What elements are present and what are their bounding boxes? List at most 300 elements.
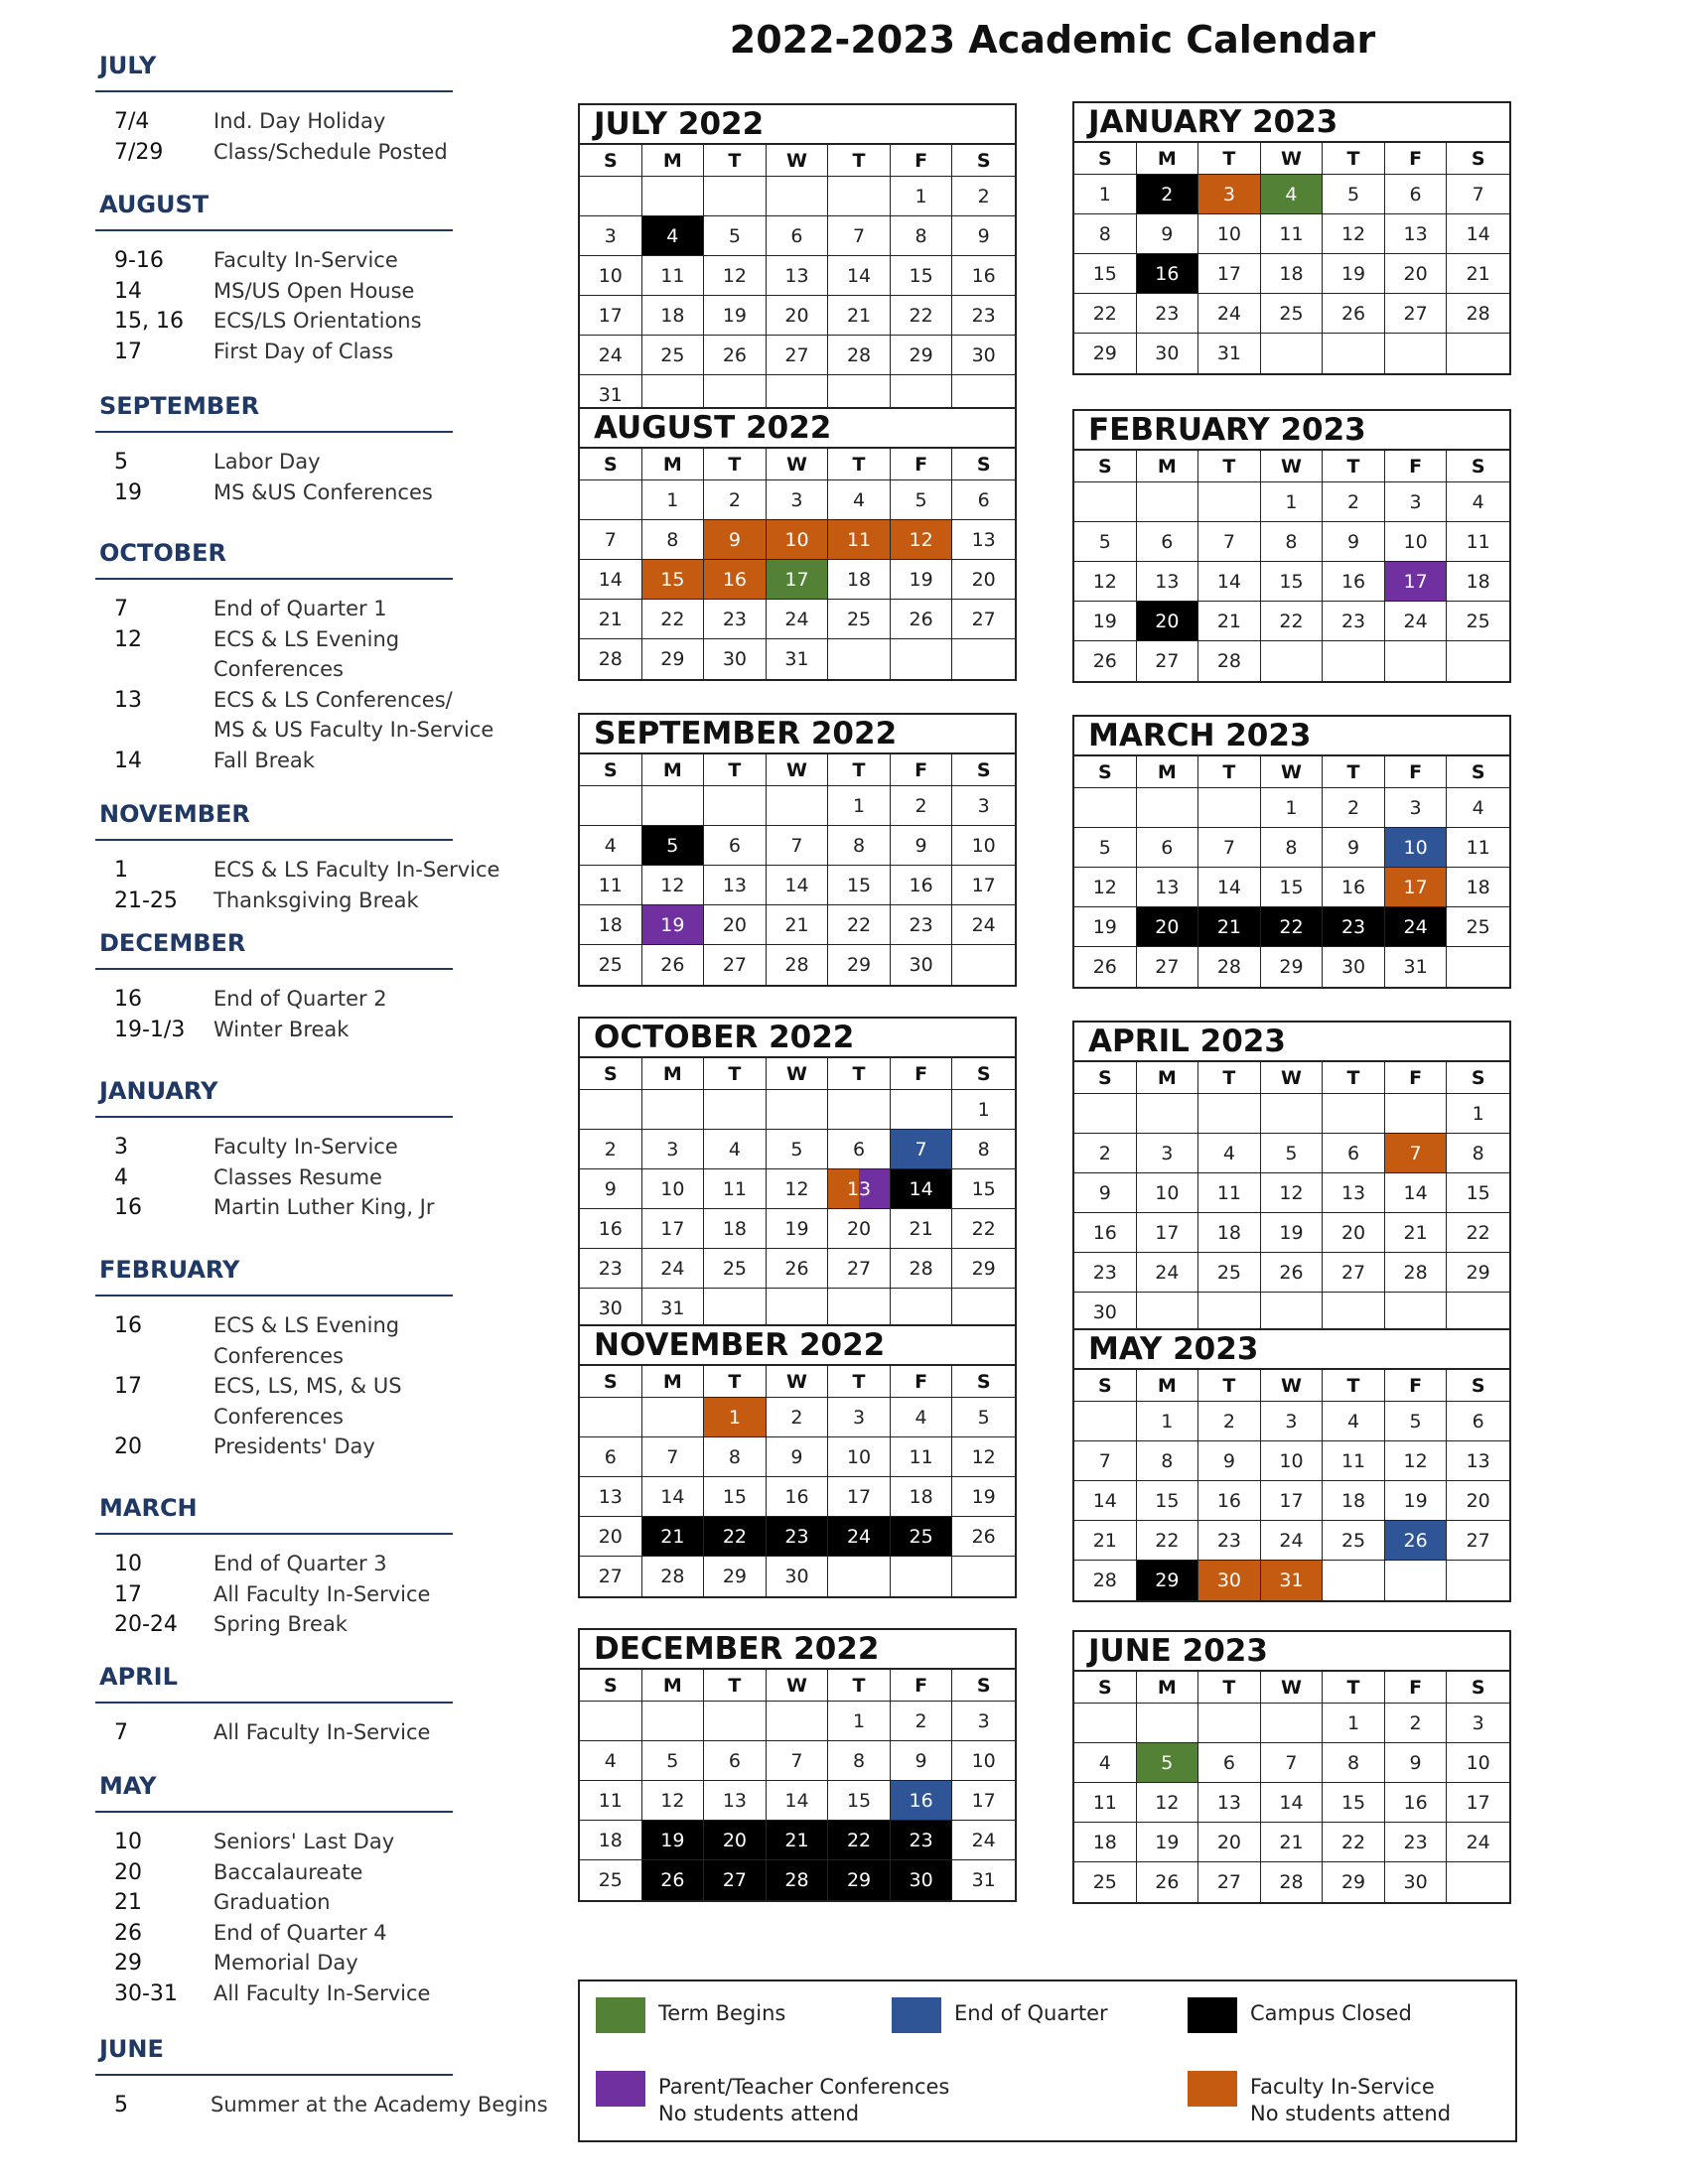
empty-cell — [580, 1090, 642, 1130]
day-cell: 5 — [1137, 1743, 1199, 1783]
event-description: Fall Break — [213, 748, 315, 772]
day-cell: 30 — [704, 639, 767, 679]
weekday-header: S — [952, 1058, 1015, 1090]
event-date: 4 — [114, 1164, 128, 1190]
weekday-header: F — [1385, 1062, 1448, 1094]
day-cell: 16 — [1074, 1213, 1137, 1253]
day-cell: 8 — [1447, 1134, 1509, 1173]
month-december-2022 — [578, 1628, 1017, 1902]
event-description: Presidents' Day — [213, 1434, 375, 1458]
day-cell: 26 — [1137, 1862, 1199, 1902]
weekday-header: T — [1323, 143, 1385, 175]
day-cell: 28 — [1198, 947, 1261, 987]
day-cell: 16 — [891, 1781, 953, 1821]
event-date: 19 — [114, 479, 142, 505]
month-grid — [1074, 1670, 1509, 1902]
day-cell: 24 — [1261, 1521, 1324, 1561]
day-cell: 7 — [828, 216, 891, 256]
day-cell: 8 — [952, 1130, 1015, 1169]
month-title: APRIL 2023 — [1088, 1024, 1286, 1059]
day-cell: 21 — [1447, 254, 1509, 294]
day-cell: 3 — [1447, 1704, 1509, 1743]
weekday-header: W — [767, 1670, 829, 1702]
day-cell: 27 — [1198, 1862, 1261, 1902]
empty-cell — [1261, 1293, 1324, 1332]
section-heading-september: SEPTEMBER — [99, 392, 260, 420]
day-cell: 5 — [1074, 522, 1137, 562]
day-cell: 20 — [704, 1821, 767, 1860]
event-date: 19-1/3 — [114, 1017, 186, 1042]
empty-cell — [1447, 334, 1509, 373]
event-description: Classes Resume — [213, 1164, 382, 1189]
weekday-header: W — [767, 449, 829, 480]
day-cell: 10 — [1261, 1441, 1324, 1481]
day-cell: 11 — [1447, 522, 1509, 562]
day-cell: 3 — [1385, 788, 1448, 828]
day-cell: 21 — [1198, 907, 1261, 947]
event-date: 7/4 — [114, 109, 150, 134]
day-cell: 1 — [642, 480, 705, 520]
day-cell: 7 — [1074, 1441, 1137, 1481]
month-grid — [580, 143, 1015, 415]
month-title: MARCH 2023 — [1088, 718, 1312, 753]
day-cell: 26 — [891, 600, 953, 639]
day-cell: 31 — [767, 639, 829, 679]
day-cell: 8 — [1261, 522, 1324, 562]
day-cell: 28 — [828, 336, 891, 375]
day-cell: 31 — [1385, 947, 1448, 987]
day-cell: 11 — [1323, 1441, 1385, 1481]
day-cell: 11 — [704, 1169, 767, 1209]
day-cell: 13 — [828, 1169, 891, 1209]
day-cell: 12 — [1074, 562, 1137, 602]
event-date: 20 — [114, 1859, 142, 1885]
day-cell: 17 — [580, 296, 642, 336]
day-cell: 25 — [1447, 907, 1509, 947]
weekday-header: M — [1137, 756, 1199, 788]
day-cell: 19 — [952, 1477, 1015, 1517]
legend — [578, 1979, 1517, 2142]
events-sidebar — [0, 0, 556, 2184]
day-cell: 26 — [642, 945, 705, 985]
empty-cell — [1261, 641, 1324, 681]
day-cell: 3 — [580, 216, 642, 256]
month-title: NOVEMBER 2022 — [594, 1327, 886, 1363]
day-cell: 14 — [828, 256, 891, 296]
day-cell: 4 — [580, 1741, 642, 1781]
day-cell: 27 — [1137, 641, 1199, 681]
day-cell: 14 — [580, 560, 642, 600]
day-cell: 26 — [1074, 947, 1137, 987]
day-cell: 11 — [1074, 1783, 1137, 1823]
day-cell: 18 — [1074, 1823, 1137, 1862]
legend-label: Campus Closed — [1250, 2001, 1412, 2025]
section-heading-march: MARCH — [99, 1494, 198, 1522]
day-cell: 11 — [1198, 1173, 1261, 1213]
day-cell: 18 — [1447, 562, 1509, 602]
legend-swatch-eoq — [892, 1997, 941, 2033]
day-cell: 23 — [767, 1517, 829, 1557]
day-cell: 22 — [1323, 1823, 1385, 1862]
weekday-header: M — [642, 449, 705, 480]
month-title: JANUARY 2023 — [1088, 104, 1338, 140]
weekday-header: F — [1385, 756, 1448, 788]
event-date: 29 — [114, 1951, 142, 1976]
weekday-header: M — [642, 145, 705, 177]
section-heading-august: AUGUST — [99, 191, 210, 218]
weekday-header: F — [1385, 451, 1448, 482]
day-cell: 2 — [891, 1702, 953, 1741]
day-cell: 21 — [1261, 1823, 1324, 1862]
event-date: 7 — [114, 597, 128, 621]
day-cell: 3 — [1261, 1402, 1324, 1441]
empty-cell — [1447, 641, 1509, 681]
empty-cell — [642, 1702, 705, 1741]
day-cell: 13 — [704, 866, 767, 905]
day-cell: 24 — [767, 600, 829, 639]
day-cell: 18 — [1447, 868, 1509, 907]
event-date: 3 — [114, 1135, 128, 1160]
day-cell: 29 — [828, 945, 891, 985]
weekday-header: M — [642, 1670, 705, 1702]
event-date: 17 — [114, 1581, 142, 1607]
month-grid — [1074, 1060, 1509, 1332]
day-cell: 28 — [580, 639, 642, 679]
event-date: 17 — [114, 1374, 142, 1399]
day-cell: 1 — [704, 1398, 767, 1437]
section-rule — [95, 1116, 453, 1118]
day-cell: 20 — [704, 905, 767, 945]
event-date: 16 — [114, 987, 142, 1012]
empty-cell — [952, 1557, 1015, 1596]
day-cell: 19 — [1137, 1823, 1199, 1862]
day-cell: 15 — [1074, 254, 1137, 294]
day-cell: 13 — [952, 520, 1015, 560]
day-cell: 22 — [1261, 907, 1324, 947]
day-cell: 11 — [1447, 828, 1509, 868]
event-description: Labor Day — [213, 450, 321, 474]
day-cell: 5 — [1261, 1134, 1324, 1173]
event-description: Memorial Day — [213, 1951, 358, 1975]
legend-label: No students attend — [658, 2102, 860, 2125]
day-cell: 27 — [1447, 1521, 1509, 1561]
day-cell: 27 — [952, 600, 1015, 639]
event-description: Conferences — [213, 1343, 344, 1368]
day-cell: 1 — [1261, 788, 1324, 828]
day-cell: 6 — [580, 1437, 642, 1477]
day-cell: 26 — [952, 1517, 1015, 1557]
day-cell: 22 — [1074, 294, 1137, 334]
day-cell: 13 — [1323, 1173, 1385, 1213]
day-cell: 10 — [580, 256, 642, 296]
day-cell: 19 — [642, 1821, 705, 1860]
day-cell: 14 — [767, 866, 829, 905]
day-cell: 10 — [1137, 1173, 1199, 1213]
event-date: 14 — [114, 278, 142, 304]
month-april-2023 — [1072, 1021, 1511, 1334]
day-cell: 4 — [891, 1398, 953, 1437]
event-date: 5 — [114, 450, 128, 475]
weekday-header: T — [828, 145, 891, 177]
day-cell: 8 — [1074, 214, 1137, 254]
weekday-header: T — [704, 145, 767, 177]
day-cell: 19 — [704, 296, 767, 336]
day-cell: 23 — [1137, 294, 1199, 334]
empty-cell — [1261, 334, 1324, 373]
day-cell: 23 — [952, 296, 1015, 336]
day-cell: 17 — [767, 560, 829, 600]
day-cell: 29 — [891, 336, 953, 375]
empty-cell — [580, 1702, 642, 1741]
empty-cell — [767, 1289, 829, 1328]
day-cell: 2 — [1137, 175, 1199, 214]
day-cell: 25 — [580, 1860, 642, 1900]
day-cell: 10 — [952, 826, 1015, 866]
day-cell: 30 — [1198, 1561, 1261, 1600]
day-cell: 29 — [1323, 1862, 1385, 1902]
weekday-header: S — [580, 145, 642, 177]
event-description: MS/US Open House — [213, 278, 415, 303]
weekday-header: T — [1198, 1672, 1261, 1704]
day-cell: 7 — [767, 826, 829, 866]
day-cell: 9 — [1074, 1173, 1137, 1213]
day-cell: 26 — [704, 336, 767, 375]
event-date: 16 — [114, 1313, 142, 1338]
day-cell: 21 — [767, 905, 829, 945]
day-cell: 9 — [1198, 1441, 1261, 1481]
weekday-header: F — [891, 145, 953, 177]
day-cell: 16 — [1198, 1481, 1261, 1521]
day-cell: 19 — [1261, 1213, 1324, 1253]
day-cell: 20 — [1198, 1823, 1261, 1862]
event-description: ECS & LS Evening — [213, 626, 400, 651]
day-cell: 27 — [1137, 947, 1199, 987]
day-cell: 1 — [891, 177, 953, 216]
day-cell: 1 — [952, 1090, 1015, 1130]
day-cell: 4 — [1198, 1134, 1261, 1173]
event-description: MS &US Conferences — [213, 479, 433, 504]
day-cell: 23 — [891, 905, 953, 945]
weekday-header: S — [580, 1058, 642, 1090]
day-cell: 25 — [704, 1249, 767, 1289]
event-date: 7 — [114, 1720, 128, 1745]
day-cell: 20 — [828, 1209, 891, 1249]
empty-cell — [642, 786, 705, 826]
day-cell: 5 — [642, 1741, 705, 1781]
day-cell: 17 — [1385, 562, 1448, 602]
weekday-header: T — [1198, 756, 1261, 788]
weekday-header: S — [1447, 1062, 1509, 1094]
weekday-header: S — [1447, 1370, 1509, 1402]
event-description: End of Quarter 4 — [213, 1920, 387, 1945]
event-description: ECS, LS, MS, & US — [213, 1374, 402, 1398]
month-january-2023 — [1072, 101, 1511, 375]
empty-cell — [828, 1289, 891, 1328]
day-cell: 26 — [1261, 1253, 1324, 1293]
section-rule — [95, 90, 453, 92]
empty-cell — [1137, 788, 1199, 828]
day-cell: 25 — [1198, 1253, 1261, 1293]
weekday-header: T — [1198, 451, 1261, 482]
day-cell: 3 — [1137, 1134, 1199, 1173]
day-cell: 12 — [767, 1169, 829, 1209]
day-cell: 4 — [704, 1130, 767, 1169]
weekday-header: W — [767, 1366, 829, 1398]
empty-cell — [1074, 482, 1137, 522]
month-grid — [1074, 1368, 1509, 1600]
legend-label: Faculty In-Service — [1250, 2075, 1435, 2099]
day-cell: 8 — [1323, 1743, 1385, 1783]
day-cell: 29 — [1074, 334, 1137, 373]
weekday-header: W — [1261, 451, 1324, 482]
day-cell: 16 — [767, 1477, 829, 1517]
day-cell: 18 — [828, 560, 891, 600]
empty-cell — [952, 945, 1015, 985]
day-cell: 21 — [1385, 1213, 1448, 1253]
day-cell: 2 — [952, 177, 1015, 216]
empty-cell — [1198, 1094, 1261, 1134]
day-cell: 16 — [1323, 562, 1385, 602]
day-cell: 27 — [828, 1249, 891, 1289]
day-cell: 9 — [1385, 1743, 1448, 1783]
day-cell: 14 — [767, 1781, 829, 1821]
empty-cell — [767, 786, 829, 826]
event-description: Conferences — [213, 657, 344, 681]
empty-cell — [704, 786, 767, 826]
empty-cell — [1137, 1704, 1199, 1743]
day-cell: 6 — [1323, 1134, 1385, 1173]
weekday-header: M — [642, 1366, 705, 1398]
day-cell: 31 — [1198, 334, 1261, 373]
legend-swatch-fis — [1188, 2071, 1237, 2107]
day-cell: 12 — [1385, 1441, 1448, 1481]
day-cell: 12 — [1261, 1173, 1324, 1213]
day-cell: 26 — [1385, 1521, 1448, 1561]
month-title: JUNE 2023 — [1088, 1633, 1268, 1669]
weekday-header: F — [1385, 143, 1448, 175]
weekday-header: W — [1261, 1370, 1324, 1402]
empty-cell — [1198, 788, 1261, 828]
month-grid — [1074, 141, 1509, 373]
day-cell: 6 — [1137, 522, 1199, 562]
day-cell: 28 — [767, 1860, 829, 1900]
weekday-header: T — [1323, 1370, 1385, 1402]
event-date: 15, 16 — [114, 309, 184, 334]
day-cell: 23 — [1074, 1253, 1137, 1293]
weekday-header: W — [767, 754, 829, 786]
day-cell: 28 — [767, 945, 829, 985]
day-cell: 6 — [828, 1130, 891, 1169]
day-cell: 10 — [828, 1437, 891, 1477]
day-cell: 27 — [767, 336, 829, 375]
day-cell: 10 — [1385, 828, 1448, 868]
day-cell: 15 — [1323, 1783, 1385, 1823]
day-cell: 28 — [1447, 294, 1509, 334]
section-rule — [95, 1533, 453, 1535]
weekday-header: T — [1323, 451, 1385, 482]
day-cell: 6 — [1385, 175, 1448, 214]
event-description: ECS & LS Conferences/ — [213, 687, 453, 712]
empty-cell — [1385, 334, 1448, 373]
event-date: 21-25 — [114, 887, 178, 913]
day-cell: 2 — [1074, 1134, 1137, 1173]
empty-cell — [1447, 947, 1509, 987]
day-cell: 5 — [1074, 828, 1137, 868]
event-description: ECS & LS Faculty In-Service — [213, 858, 500, 882]
day-cell: 28 — [1198, 641, 1261, 681]
day-cell: 31 — [642, 1289, 705, 1328]
day-cell: 3 — [828, 1398, 891, 1437]
month-grid — [580, 1056, 1015, 1328]
day-cell: 20 — [1447, 1481, 1509, 1521]
legend-label: Term Begins — [658, 2001, 786, 2025]
day-cell: 11 — [828, 520, 891, 560]
day-cell: 22 — [1447, 1213, 1509, 1253]
event-date: 20 — [114, 1434, 142, 1459]
empty-cell — [642, 1398, 705, 1437]
day-cell: 29 — [642, 639, 705, 679]
section-rule — [95, 2074, 453, 2076]
weekday-header: T — [828, 449, 891, 480]
day-cell: 4 — [1323, 1402, 1385, 1441]
day-cell: 31 — [971, 1869, 996, 1891]
month-march-2023 — [1072, 715, 1511, 989]
month-grid — [580, 1364, 1015, 1596]
weekday-header: M — [642, 754, 705, 786]
section-heading-october: OCTOBER — [99, 539, 226, 567]
day-cell: 3 — [952, 1702, 1015, 1741]
section-heading-january: JANUARY — [99, 1077, 218, 1105]
event-description: First Day of Class — [213, 339, 394, 363]
day-cell: 16 — [1385, 1783, 1448, 1823]
weekday-header: F — [891, 449, 953, 480]
legend-label: No students attend — [1250, 2102, 1452, 2125]
event-date: 1 — [114, 858, 128, 883]
month-title: SEPTEMBER 2022 — [594, 716, 898, 751]
empty-cell — [828, 1090, 891, 1130]
day-cell: 23 — [1198, 1521, 1261, 1561]
day-cell: 8 — [828, 826, 891, 866]
day-cell: 9 — [1323, 828, 1385, 868]
day-cell: 25 — [891, 1517, 953, 1557]
day-cell: 29 — [704, 1557, 767, 1596]
event-description: All Faculty In-Service — [213, 1720, 431, 1744]
day-cell: 17 — [952, 1781, 1015, 1821]
day-cell: 14 — [1198, 562, 1261, 602]
weekday-header: S — [1074, 756, 1137, 788]
day-cell: 17 — [1137, 1213, 1199, 1253]
day-cell: 30 — [1137, 334, 1199, 373]
day-cell: 18 — [642, 296, 705, 336]
day-cell: 7 — [767, 1741, 829, 1781]
day-cell: 5 — [952, 1398, 1015, 1437]
day-cell: 17 — [1385, 868, 1448, 907]
weekday-header: T — [828, 1670, 891, 1702]
day-cell: 22 — [828, 905, 891, 945]
day-cell: 9 — [952, 216, 1015, 256]
day-cell: 11 — [1261, 214, 1324, 254]
event-description: MS & US Faculty In-Service — [213, 718, 494, 742]
day-cell: 10 — [767, 520, 829, 560]
event-description: Faculty In-Service — [213, 248, 398, 272]
day-cell: 15 — [828, 866, 891, 905]
day-cell: 28 — [642, 1557, 705, 1596]
day-cell: 4 — [828, 480, 891, 520]
day-cell: 16 — [1137, 254, 1199, 294]
day-cell: 2 — [891, 786, 953, 826]
day-cell: 11 — [580, 1781, 642, 1821]
day-cell: 1 — [1137, 1402, 1199, 1441]
